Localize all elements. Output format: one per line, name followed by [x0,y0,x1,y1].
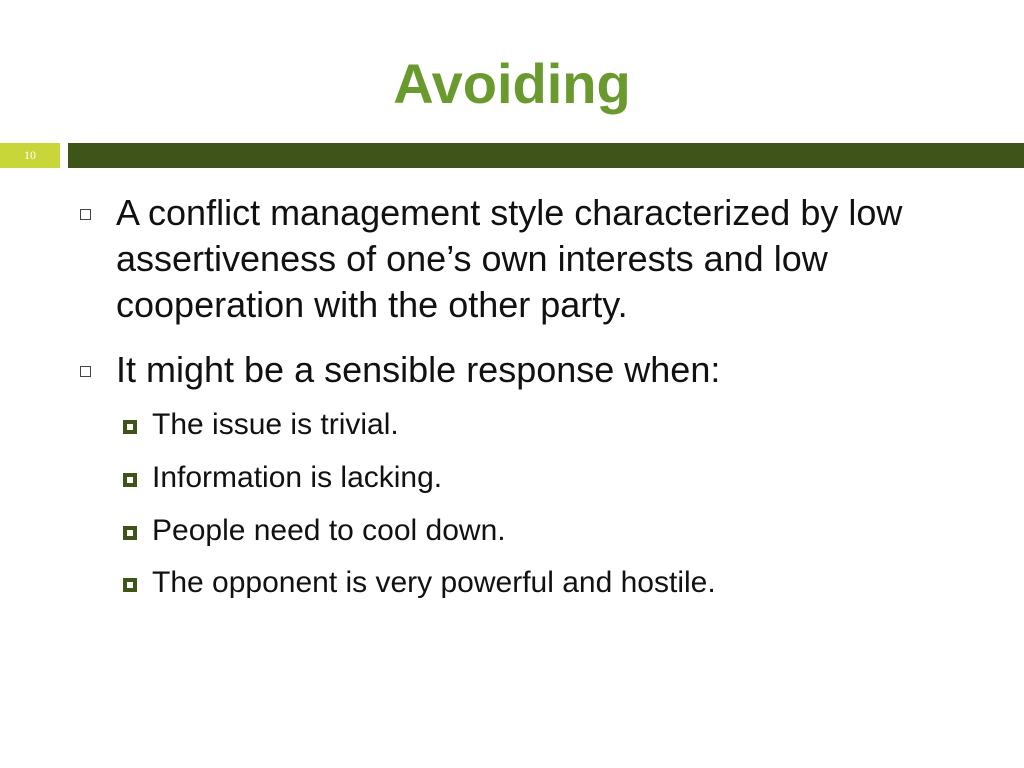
sub-bullet-text: People need to cool down. [152,514,506,547]
filled-square-bullet-icon [123,420,137,434]
hollow-square-bullet-icon [80,209,91,220]
filled-square-bullet-icon [123,473,137,487]
hollow-square-bullet-icon [80,366,91,377]
slide-number: 10 [24,148,36,162]
sub-bullet-text: The opponent is very powerful and hostile. [152,566,716,599]
filled-square-bullet-icon [123,578,137,592]
sub-bullet-text: The issue is trivial. [152,408,399,441]
bullet-text: A conflict management style characterized by low assertiveness of one’s own interests and low cooperation with the other party. [116,192,903,325]
bullet-text: It might be a sensible response when: [116,349,721,390]
sub-bullet-text: Information is lacking. [152,461,443,494]
filled-square-bullet-icon [123,526,137,540]
slide-title: Avoiding [393,52,631,115]
